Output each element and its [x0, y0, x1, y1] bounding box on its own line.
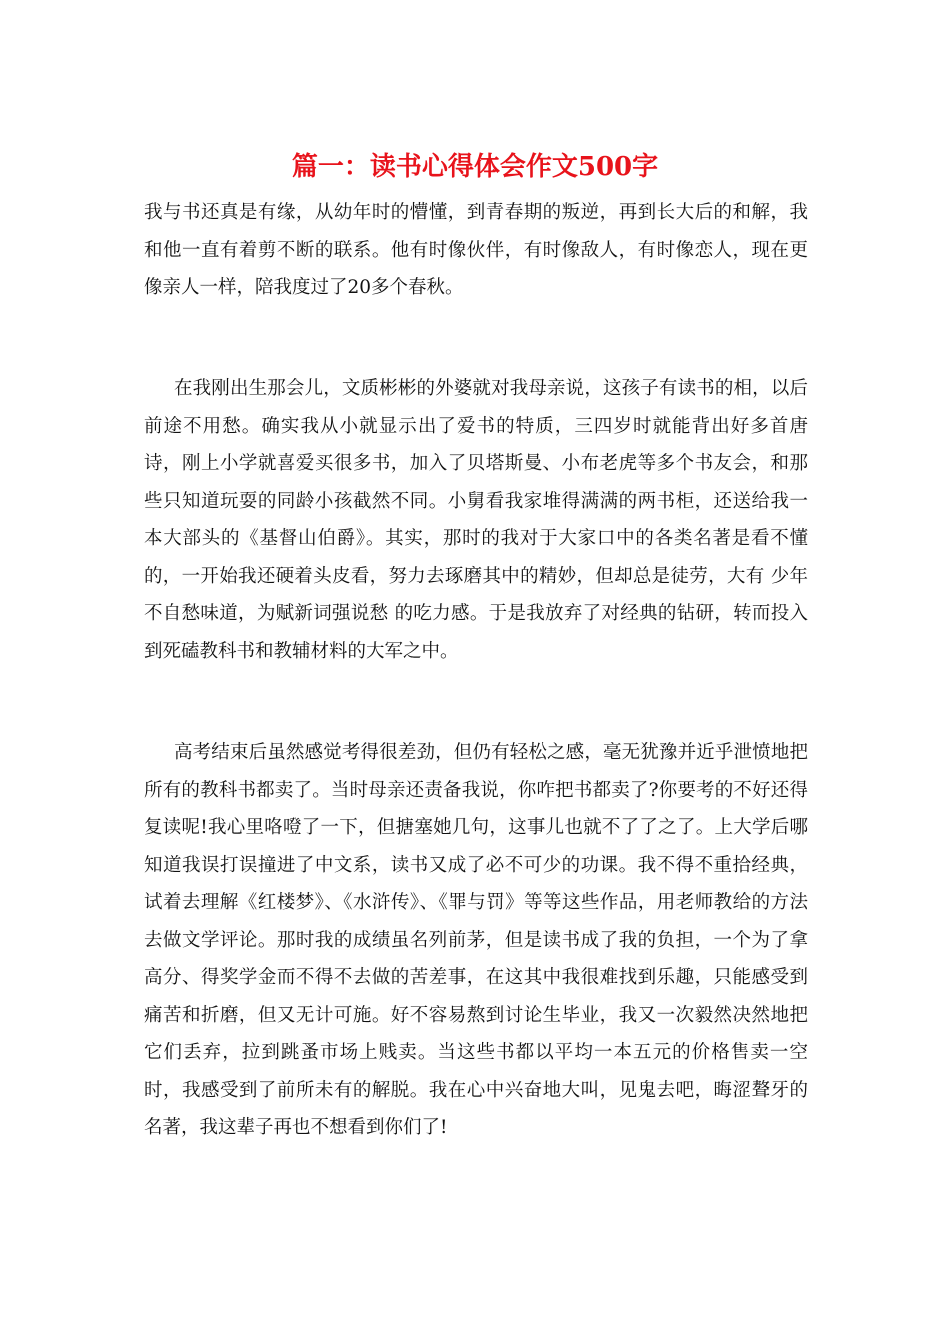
document-title: 篇一：读书心得体会作文500字 [291, 152, 659, 182]
paragraph-3: 高考结束后虽然感觉考得很差劲，但仍有轻松之感，毫无犹豫并近乎泄愤地把所有的教科书都卖了。当时母亲还责备我说，你咋把书都卖了?你要考的不好还得复读呢!我心里咯噔了一下，但搪塞她几句，这事儿也就不了了之了。上大学后哪知道我误打误撞进了中文系，读书又成了必不可少的功课。我不得不重拾经典，试着去理解《红楼梦》、《水浒传》、《罪与罚》等等这些作品，用老师教给的方法去做文学评论。那时我的成绩虽名列前茅，但是读书成了我的负担，一个为了拿高分、得奖学金而不得不去做的苦差事，在这其中我很难找到乐趣，只能感受到痛苦和折磨，但又无计可施。好不容易熬到讨论生毕业，我又一次毅然决然地把它们丢弃，拉到跳蚤市场上贱卖。当这些书都以平均一本五元的价格售卖一空时，我感受到了前所未有的解脱。我在心中兴奋地大叫，见鬼去吧，晦涩聱牙的名著，我这辈子再也不想看到你们了! [144, 742, 808, 1138]
paragraph-2: 在我刚出生那会儿，文质彬彬的外婆就对我母亲说，这孩子有读书的相，以后前途不用愁。确实我从小就显示出了爱书的特质，三四岁时就能背出好多首唐诗，刚上小学就喜爱买很多书，加入了贝塔斯曼、小布老虎等多个书友会，和那些只知道玩耍的同龄小孩截然不同。小舅看我家堆得满满的两书柜，还送给我一本大部头的《基督山伯爵》。其实，那时的我对于大家口中的各类名著是看不懂的，一开始我还硬着头皮看，努力去琢磨其中的精妙，但却总是徒劳，大有 少年不自愁味道，为赋新词强说愁 的吃力感。于是我放弃了对经典的钻研，转而投入到死磕教科书和教辅材料的大军之中。 [144, 378, 808, 662]
paragraph-1: 我与书还真是有缘，从幼年时的懵懂，到青春期的叛逆，再到长大后的和解，我和他一直有着剪不断的联系。他有时像伙伴，有时像敌人，有时像恋人，现在更像亲人一样，陪我度过了20多个春秋。 [144, 202, 808, 298]
